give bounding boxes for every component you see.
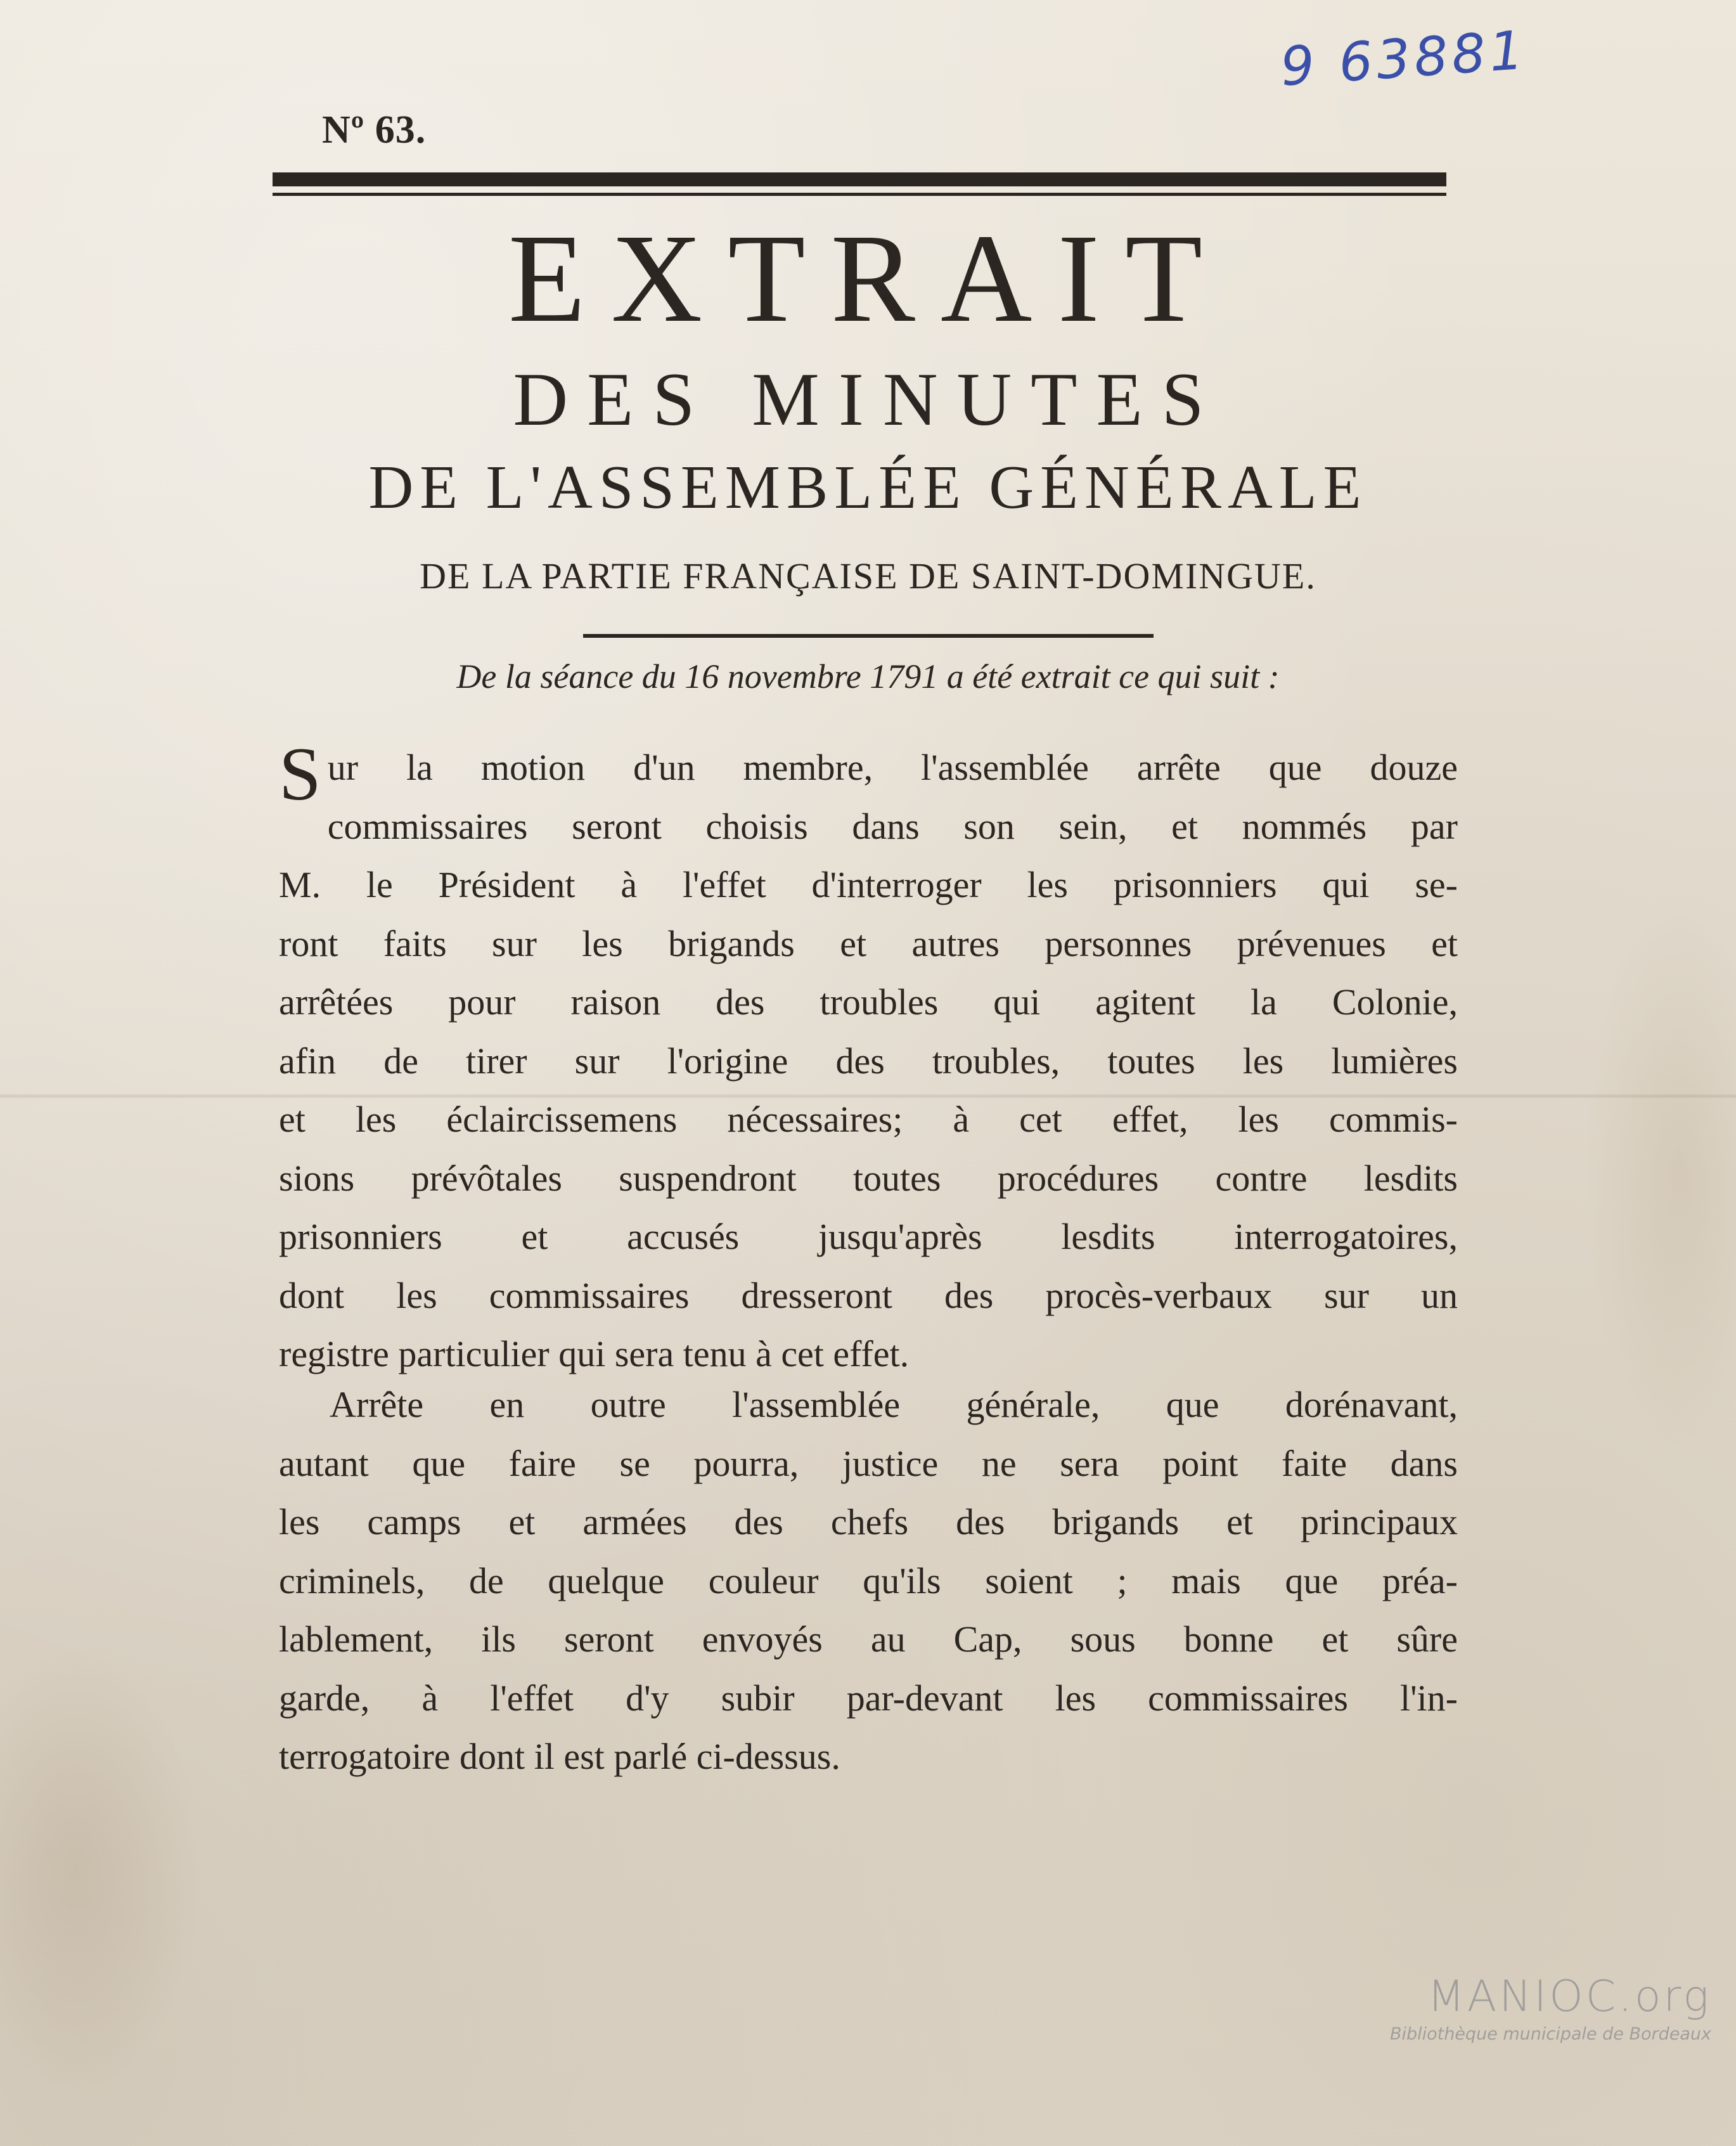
paper-stain (0, 1648, 203, 2092)
paragraph-line: lablement, ils seront envoyés au Cap, sous bonne et sûre (279, 1619, 1458, 1660)
paragraph-line: ront faits sur les brigands et autres personnes prévenues et (279, 922, 1458, 964)
paragraph-line: sions prévôtales suspendront toutes procédures contre lesdits (279, 1157, 1458, 1199)
watermark (1331, 1972, 1711, 2044)
paragraph-line: arrêtées pour raison des troubles qui agitent la Colonie, (279, 981, 1458, 1023)
paragraph-line: registre particulier qui sera tenu à cet effet. (279, 1333, 910, 1374)
drop-cap: S (279, 732, 321, 816)
seance-line: De la séance du 16 novembre 1791 a été extrait ce qui suit : (456, 657, 1280, 695)
paragraph-line: Arrête en outre l'assemblée générale, que dorénavant, (330, 1384, 1458, 1425)
paper-stain (1585, 888, 1736, 1458)
paragraph-line: et les éclaircissemens nécessaires; à cet effet, les commis- (279, 1099, 1458, 1140)
paragraph-line: afin de tirer sur l'origine des troubles, toutes les lumières (279, 1040, 1458, 1082)
title-extrait: EXTRAIT (508, 209, 1228, 349)
paragraph-line: M. le Président à l'effet d'interroger les prisonniers qui se- (279, 864, 1458, 905)
watermark-logo: MANIOC.org (1427, 1972, 1711, 2022)
paragraph-1 (279, 732, 1458, 1384)
paragraph-line: criminels, de quelque couleur qu'ils soient ; mais que préa- (279, 1560, 1458, 1601)
paragraph-line: ur la motion d'un membre, l'assemblée arrête que douze (327, 747, 1458, 788)
handwritten-reference: 9 63881 (1278, 18, 1529, 98)
top-thick-rule (273, 172, 1446, 186)
paragraph-line: dont les commissaires dresseront des procès-verbaux sur un (279, 1274, 1458, 1316)
paragraph-line: les camps et armées des chefs des brigands et principaux (279, 1501, 1458, 1542)
paragraph-line: autant que faire se pourra, justice ne sera point faite dans (279, 1442, 1458, 1484)
title-des-minutes: DES MINUTES (513, 357, 1223, 441)
title-assemblee: DE L'ASSEMBLÉE GÉNÉRALE (368, 453, 1368, 522)
paragraph-2 (279, 1376, 1458, 1787)
issue-number: Nº 63. (322, 108, 427, 152)
paragraph-line: garde, à l'effet d'y subir par-devant les commissaires l'in- (279, 1677, 1458, 1719)
watermark-subtitle: Bibliothèque municipale de Bordeaux (1389, 2024, 1711, 2044)
title-divider (583, 634, 1154, 638)
title-partie-francaise: DE LA PARTIE FRANÇAISE DE SAINT-DOMINGUE. (420, 555, 1316, 597)
paragraph-line: terrogatoire dont il est parlé ci-dessus. (279, 1736, 840, 1777)
top-thin-rule (273, 193, 1446, 196)
paragraph-line: prisonniers et accusés jusqu'après lesdits interrogatoires, (279, 1216, 1458, 1257)
paragraph-line: commissaires seront choisis dans son sein, et nommés par (327, 805, 1458, 847)
